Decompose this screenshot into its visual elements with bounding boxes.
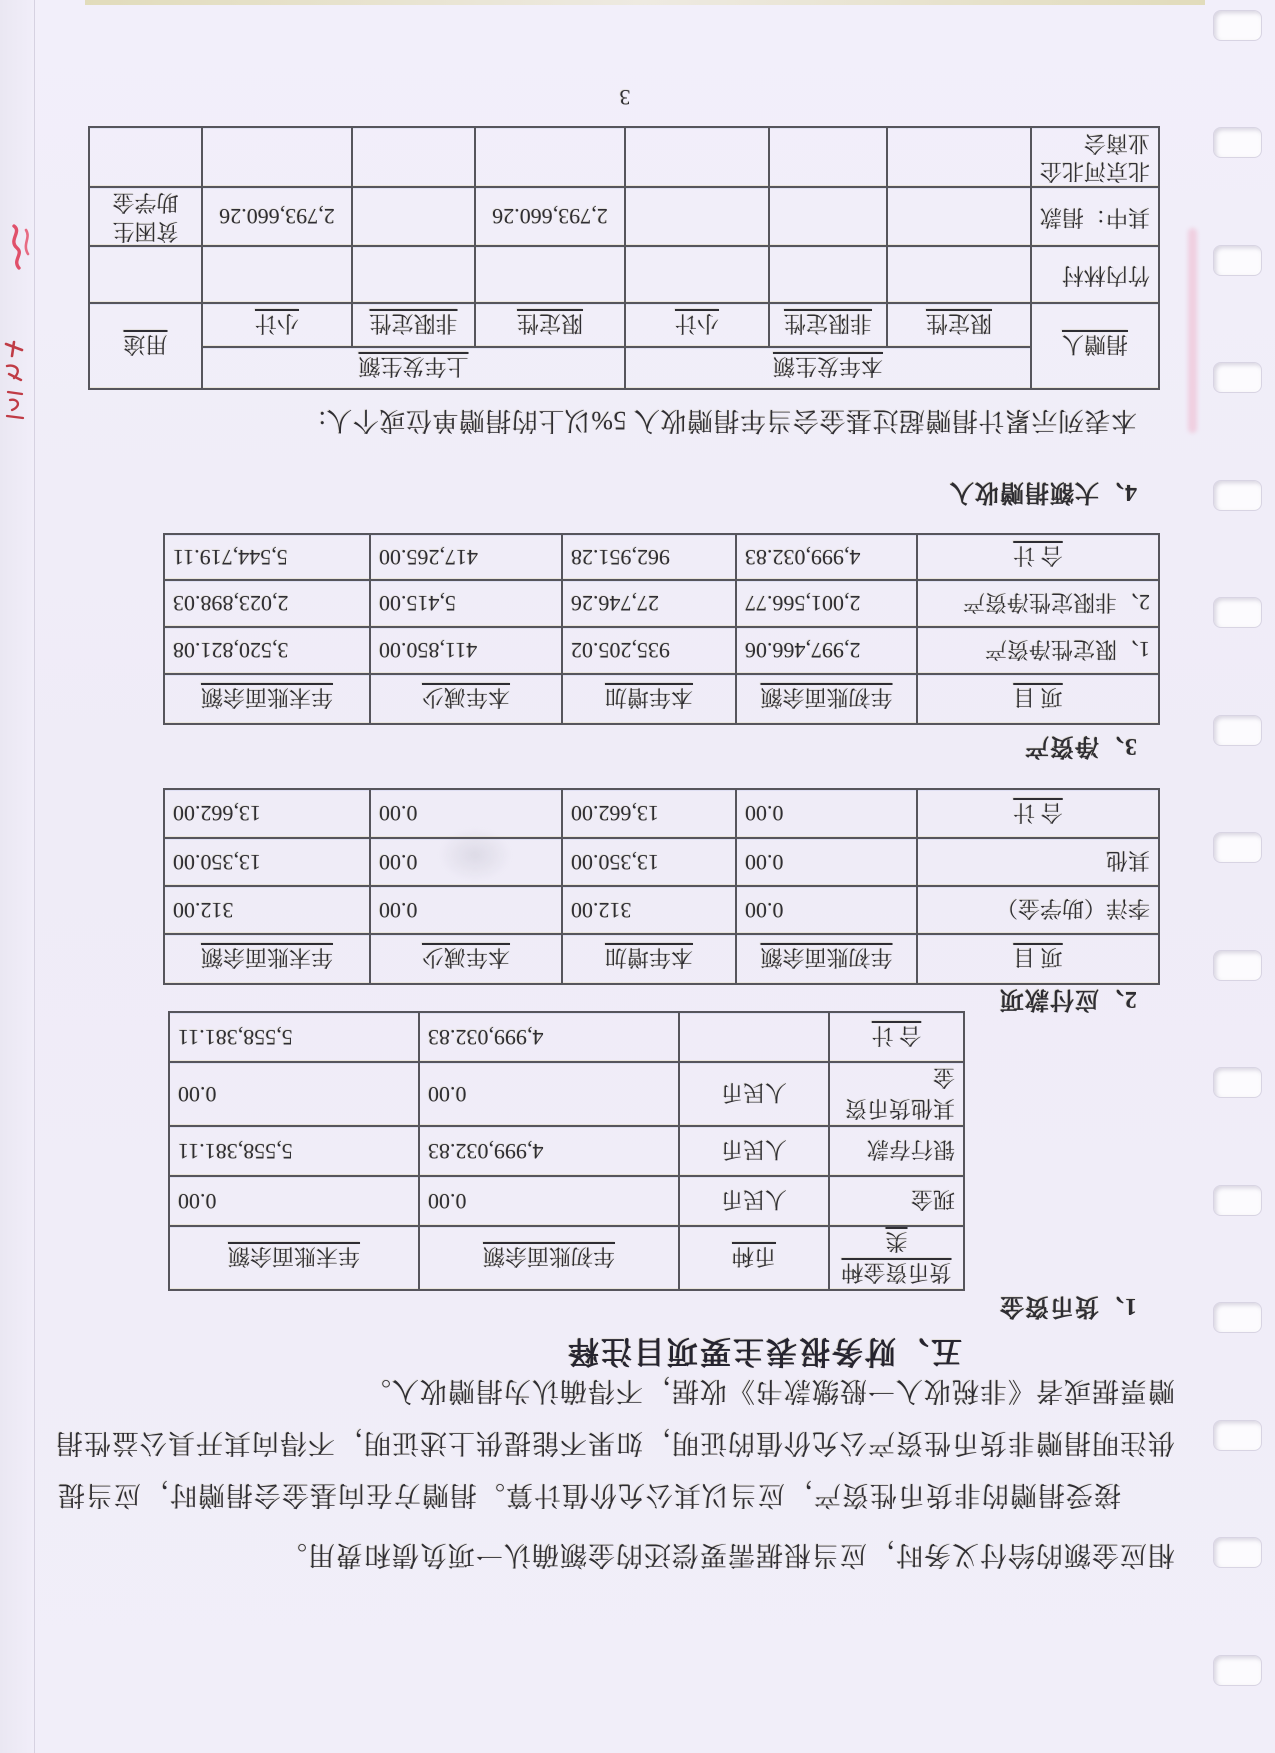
table-cell [625,246,769,303]
table-header-row [164,934,1159,984]
table-cell: 13,662.00 [562,789,736,838]
header-cell: 年初账面余额 [419,1226,679,1290]
table-cell: 2,023,898.03 [164,580,370,627]
header-cell: 非限定性 [352,303,475,347]
table-cell: 李洋（助学金） [917,886,1159,934]
table-cell: 0.00 [419,1176,679,1226]
table-cell: 现金 [829,1176,964,1226]
header-cell: 年初账面余额 [736,674,917,724]
table-cell: 2,997,466.06 [736,627,917,674]
paragraph-continuation-line: 相应金额的给付义务时，应当根据需要偿还的金额确认一项负债和费用。 [279,1540,1175,1570]
header-cell-donor: 捐赠人 [1031,303,1159,389]
header-cell: 年末账面余额 [164,934,370,984]
table-cell [769,187,887,246]
header-cell: 年末账面余额 [164,674,370,724]
table-cell [887,187,1031,246]
table-cell: 13,350.00 [164,838,370,886]
table-subheader-row [89,303,1159,347]
table-total-row [164,534,1159,580]
table-cell: 1、限定性净资产 [917,627,1159,674]
table-row [89,246,1159,303]
header-cell: 本年减少 [370,674,562,724]
header-cell: 项 目 [917,674,1159,724]
table-cell: 合 计 [829,1012,964,1062]
table-cell [475,246,625,303]
table-row [164,886,1159,934]
table-cell: 13,350.00 [562,838,736,886]
major-donations-table [88,126,1160,390]
table-row [169,1062,964,1126]
header-cell: 货币资金种类 [829,1226,964,1290]
monetary-funds-table [168,1011,965,1291]
table-cell [887,127,1031,187]
paragraph-donations [55,1365,1175,1521]
table-cell [352,246,475,303]
table-cell: 312.00 [562,886,736,934]
table-cell: 5,415.00 [370,580,562,627]
table-cell-donor: 其中：捐款 [1031,187,1159,246]
table-cell [887,246,1031,303]
table-cell: 2、非限定性净资产 [917,580,1159,627]
table-cell-donor: 竹内林村 [1031,246,1159,303]
subsection-heading-monetary-funds: 1、货币资金 [999,1293,1137,1319]
table-header-row [164,674,1159,724]
table-header-row [169,1226,964,1290]
table-cell-purpose [89,127,202,187]
table-cell: 4,999,032.83 [419,1126,679,1176]
table-cell: 银行存款 [829,1126,964,1176]
table-total-row [164,789,1159,838]
table-cell: 411,850.00 [370,627,562,674]
table-cell: 人民币 [679,1062,829,1126]
table-cell: 0.00 [736,838,917,886]
header-cell: 小计 [625,303,769,347]
table-cell [475,127,625,187]
table-cell: 5,558,381.11 [169,1012,419,1062]
table-cell: 0.00 [419,1062,679,1126]
table-row [164,838,1159,886]
header-cell: 本年增加 [562,934,736,984]
table-cell: 人民币 [679,1126,829,1176]
table-cell: 5,544,719.11 [164,534,370,580]
header-cell: 本年增加 [562,674,736,724]
table-cell: 合 计 [917,534,1159,580]
table-row [164,580,1159,627]
table-cell [625,127,769,187]
header-cell-prior-year: 上年发生额 [202,347,625,389]
subsection-heading-net-assets: 3、净资产 [1024,733,1137,759]
table-cell: 312.00 [164,886,370,934]
table-cell: 3,520,821.08 [164,627,370,674]
table-cell: 其他货币资金 [829,1062,964,1126]
table-cell: 13,662.00 [164,789,370,838]
table-cell [352,187,475,246]
paragraph-line: 赠票据或者《非税收入一般缴款书》收据，不得确认为捐赠收入。 [363,1376,1175,1406]
table-cell [202,246,352,303]
table-cell [769,127,887,187]
table-header-row [89,347,1159,389]
table-cell: 0.00 [370,886,562,934]
paragraph-line: 供注明捐赠非货币性资产公允价值的证明，如果不能提供上述证明，不得向其开具公益性捐 [55,1428,1175,1458]
header-cell: 项 目 [917,934,1159,984]
table-cell [769,246,887,303]
subsection-heading-payables: 2、应付款项 [999,986,1137,1012]
table-cell [352,127,475,187]
header-cell: 年末账面余额 [169,1226,419,1290]
table-cell: 2,001,566.77 [736,580,917,627]
header-cell-purpose: 用途 [89,303,202,389]
table-cell: 2,793,660.26 [475,187,625,246]
paragraph-line: 接受捐赠的非货币性资产，应当以其公允价值计算。捐赠方在向基金会捐赠时，应当提 [57,1480,1121,1510]
table-row [169,1176,964,1226]
table-cell-purpose [89,246,202,303]
table-cell: 其他 [917,838,1159,886]
header-cell: 限定性 [475,303,625,347]
table-cell: 合 计 [917,789,1159,838]
table-total-row [169,1012,964,1062]
table-cell: 4,999,032.83 [419,1012,679,1062]
table-cell: 0.00 [370,789,562,838]
table-cell: 417,265.00 [370,534,562,580]
payables-table [163,788,1160,985]
table-cell-purpose [89,187,202,246]
table-cell: 0.00 [169,1176,419,1226]
header-cell: 本年减少 [370,934,562,984]
table-cell [679,1012,829,1062]
major-donations-intro: 本表列示累计捐赠超过基金会当年捐赠收入 5%以上的捐赠单位或个人: [318,406,1137,435]
table-cell [202,127,352,187]
header-cell: 限定性 [887,303,1031,347]
table-cell [625,187,769,246]
table-cell: 4,999,032.83 [736,534,917,580]
header-cell-current-year: 本年发生额 [625,347,1031,389]
header-cell: 非限定性 [769,303,887,347]
header-cell: 小计 [202,303,352,347]
table-cell: 0.00 [169,1062,419,1126]
table-row [89,187,1159,246]
purpose-text: 贫困生助学金 [112,190,179,244]
subsection-heading-major-donations: 4、大额捐赠收入 [949,479,1137,505]
table-cell: 962,951.28 [562,534,736,580]
net-assets-table [163,533,1160,725]
page-number: 3 [619,85,631,110]
section-heading: 五、财务报表主要项目注释 [566,1334,962,1369]
table-cell: 人民币 [679,1176,829,1226]
table-row [89,127,1159,187]
table-cell: 0.00 [370,838,562,886]
table-cell: 935,205.02 [562,627,736,674]
header-cell: 年初账面余额 [736,934,917,984]
header-cell: 币种 [679,1226,829,1290]
table-cell: 0.00 [736,789,917,838]
table-row [164,627,1159,674]
table-cell: 0.00 [736,886,917,934]
table-row [169,1126,964,1176]
table-cell: 27,746.26 [562,580,736,627]
table-cell: 5,558,381.11 [169,1126,419,1176]
table-cell: 2,793,660.26 [202,187,352,246]
table-cell-donor: 北京河北企业商会 [1031,127,1159,187]
